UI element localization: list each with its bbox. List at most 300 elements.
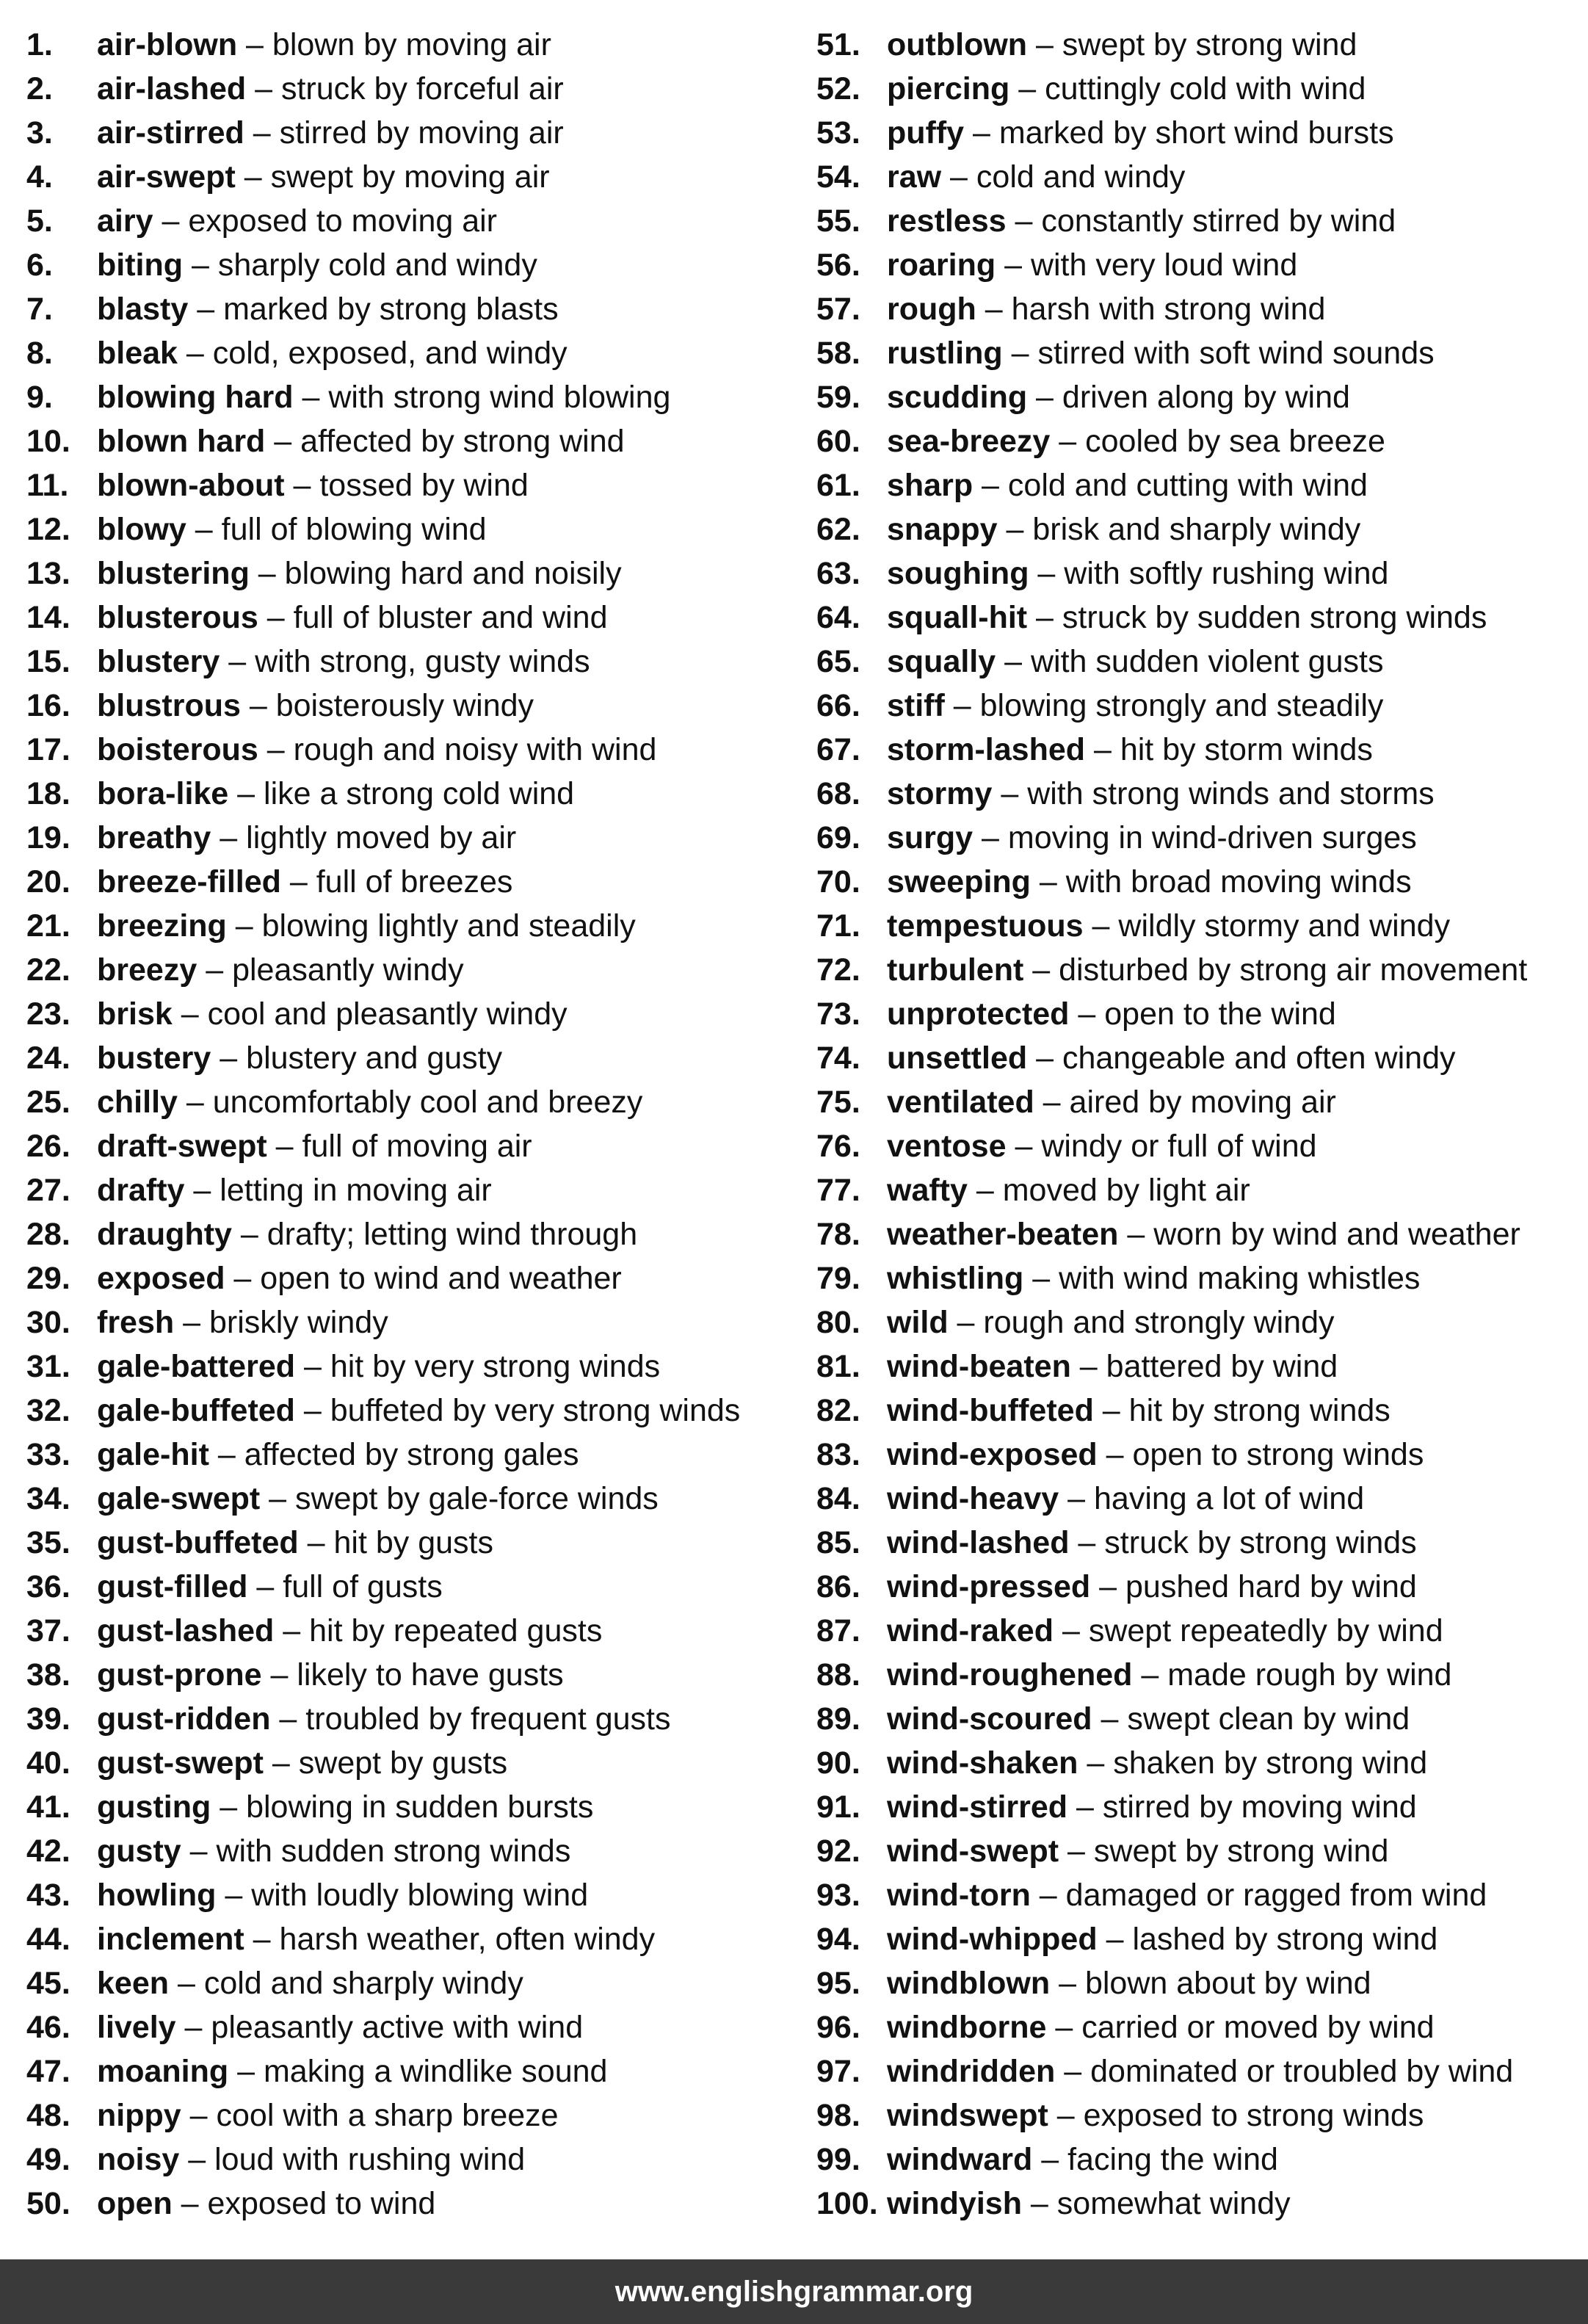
item-definition: marked by short wind bursts xyxy=(998,115,1394,151)
item-word: gale-buffeted xyxy=(97,1393,295,1428)
item-number: 51. xyxy=(816,27,860,62)
item-word: airy xyxy=(97,203,153,239)
item-separator: – xyxy=(1097,1922,1133,1957)
item-number: 36. xyxy=(26,1569,70,1604)
item-word: wind-swept xyxy=(887,1834,1059,1869)
item-definition: lightly moved by air xyxy=(246,820,517,855)
item-number: 22. xyxy=(26,952,70,988)
item-word: drafty xyxy=(97,1173,185,1208)
item-number: 46. xyxy=(26,2010,70,2045)
list-item xyxy=(816,1433,1580,1477)
item-word: rustling xyxy=(887,336,1003,371)
item-separator: – xyxy=(265,424,301,459)
item-separator: – xyxy=(181,1834,217,1869)
item-word: squall-hit xyxy=(887,600,1028,635)
item-word: moaning xyxy=(97,2054,229,2089)
list-item xyxy=(26,1697,805,1741)
item-separator: – xyxy=(293,380,329,415)
list-item xyxy=(816,2093,1580,2137)
item-definition: with strong winds and storms xyxy=(1027,776,1435,811)
item-word: wind-beaten xyxy=(887,1349,1071,1384)
item-number: 76. xyxy=(816,1129,860,1164)
list-item xyxy=(26,1212,805,1256)
item-word: stiff xyxy=(887,688,945,723)
item-word: gale-swept xyxy=(97,1481,261,1516)
item-separator: – xyxy=(1085,732,1120,767)
item-separator: – xyxy=(1050,1966,1085,2001)
item-separator: – xyxy=(1048,2098,1084,2133)
item-separator: – xyxy=(177,1085,213,1120)
item-definition: cold and windy xyxy=(976,159,1186,195)
item-definition: moved by light air xyxy=(1002,1173,1250,1208)
item-definition: boisterously windy xyxy=(275,688,534,723)
item-number: 35. xyxy=(26,1525,70,1560)
item-word: sweeping xyxy=(887,864,1031,899)
item-separator: – xyxy=(1055,2054,1091,2089)
item-word: sea-breezy xyxy=(887,424,1051,459)
item-separator: – xyxy=(247,1569,283,1604)
item-separator: – xyxy=(1030,864,1066,899)
item-word: roaring xyxy=(887,247,996,283)
item-definition: blowing lightly and steadily xyxy=(261,908,636,944)
item-word: windridden xyxy=(887,2054,1056,2089)
item-word: tempestuous xyxy=(887,908,1084,944)
item-separator: – xyxy=(228,776,264,811)
item-definition: pushed hard by wind xyxy=(1125,1569,1417,1604)
item-definition: cold and cutting with wind xyxy=(1007,468,1368,503)
list-item xyxy=(816,1873,1580,1917)
item-separator: – xyxy=(1023,952,1059,988)
list-item xyxy=(26,640,805,684)
item-definition: swept clean by wind xyxy=(1127,1701,1410,1737)
item-separator: – xyxy=(244,115,280,151)
item-word: lively xyxy=(97,2010,176,2045)
item-number: 33. xyxy=(26,1437,70,1472)
item-number: 42. xyxy=(26,1834,70,1869)
item-word: blasty xyxy=(97,292,189,327)
list-item xyxy=(816,1124,1580,1168)
item-word: wind-whipped xyxy=(887,1922,1098,1957)
item-word: scudding xyxy=(887,380,1028,415)
list-item xyxy=(816,640,1580,684)
list-item xyxy=(26,1785,805,1829)
item-word: blustrous xyxy=(97,688,241,723)
list-item xyxy=(26,860,805,904)
item-definition: like a strong cold wind xyxy=(264,776,575,811)
item-definition: having a lot of wind xyxy=(1093,1481,1365,1516)
list-item xyxy=(26,507,805,551)
list-item xyxy=(816,1300,1580,1344)
item-word: wind-raked xyxy=(887,1613,1054,1648)
item-word: blown-about xyxy=(97,468,285,503)
item-number: 77. xyxy=(816,1173,860,1208)
list-item xyxy=(816,1961,1580,2005)
item-definition: full of breezes xyxy=(316,864,513,899)
item-word: windward xyxy=(887,2142,1033,2177)
item-separator: – xyxy=(1034,1085,1070,1120)
item-definition: letting in moving air xyxy=(220,1173,492,1208)
item-word: exposed xyxy=(97,1261,225,1296)
item-number: 86. xyxy=(816,1569,860,1604)
item-separator: – xyxy=(1027,380,1062,415)
item-separator: – xyxy=(188,292,224,327)
item-separator: – xyxy=(1067,1789,1103,1825)
item-separator: – xyxy=(295,1349,330,1384)
item-separator: – xyxy=(1002,336,1038,371)
item-number: 18. xyxy=(26,776,70,811)
list-item xyxy=(816,287,1580,331)
list-item xyxy=(816,1565,1580,1609)
list-item xyxy=(26,1124,805,1168)
item-word: blown hard xyxy=(97,424,266,459)
item-definition: full of blowing wind xyxy=(221,512,487,547)
item-separator: – xyxy=(258,732,294,767)
item-definition: cooled by sea breeze xyxy=(1085,424,1385,459)
list-item xyxy=(816,2182,1580,2226)
item-number: 63. xyxy=(816,556,860,591)
item-separator: – xyxy=(1027,27,1062,62)
list-item xyxy=(816,596,1580,640)
item-separator: – xyxy=(211,1040,247,1076)
item-number: 56. xyxy=(816,247,860,283)
item-number: 78. xyxy=(816,1217,860,1252)
list-item xyxy=(26,1741,805,1785)
list-item xyxy=(26,1477,805,1521)
item-definition: facing the wind xyxy=(1067,2142,1278,2177)
item-definition: making a windlike sound xyxy=(263,2054,608,2089)
item-number: 87. xyxy=(816,1613,860,1648)
item-separator: – xyxy=(226,908,262,944)
item-number: 54. xyxy=(816,159,860,195)
list-item xyxy=(26,331,805,375)
item-definition: worn by wind and weather xyxy=(1153,1217,1520,1252)
item-separator: – xyxy=(258,600,294,635)
item-number: 28. xyxy=(26,1217,70,1252)
item-separator: – xyxy=(249,556,285,591)
item-definition: affected by strong wind xyxy=(300,424,625,459)
list-item xyxy=(816,1477,1580,1521)
item-number: 88. xyxy=(816,1657,860,1693)
item-word: wind-pressed xyxy=(887,1569,1091,1604)
item-definition: with softly rushing wind xyxy=(1064,556,1389,591)
list-item xyxy=(816,1609,1580,1653)
item-word: draft-swept xyxy=(97,1129,267,1164)
list-item xyxy=(26,992,805,1036)
item-number: 9. xyxy=(26,380,53,415)
list-item xyxy=(26,2093,805,2137)
item-number: 94. xyxy=(816,1922,860,1957)
item-number: 96. xyxy=(816,2010,860,2045)
item-word: unprotected xyxy=(887,996,1070,1032)
list-item xyxy=(26,2137,805,2182)
item-number: 71. xyxy=(816,908,860,944)
item-definition: sharply cold and windy xyxy=(217,247,537,283)
item-definition: tossed by wind xyxy=(319,468,529,503)
item-word: gust-prone xyxy=(97,1657,262,1693)
item-separator: – xyxy=(976,292,1012,327)
item-separator: – xyxy=(184,1173,220,1208)
item-definition: exposed to strong winds xyxy=(1083,2098,1424,2133)
item-word: breeze-filled xyxy=(97,864,281,899)
item-word: gust-lashed xyxy=(97,1613,275,1648)
item-definition: loud with rushing wind xyxy=(214,2142,526,2177)
item-number: 49. xyxy=(26,2142,70,2177)
item-definition: constantly stirred by wind xyxy=(1041,203,1396,239)
item-word: gusting xyxy=(97,1789,211,1825)
list-item xyxy=(816,1829,1580,1873)
item-number: 65. xyxy=(816,644,860,679)
item-definition: full of gusts xyxy=(283,1569,443,1604)
item-definition: with broad moving winds xyxy=(1065,864,1412,899)
item-word: wind-stirred xyxy=(887,1789,1068,1825)
item-word: wafty xyxy=(887,1173,968,1208)
list-item xyxy=(26,1433,805,1477)
list-item xyxy=(816,1785,1580,1829)
item-number: 34. xyxy=(26,1481,70,1516)
item-number: 2. xyxy=(26,71,53,106)
item-word: wind-roughened xyxy=(887,1657,1133,1693)
list-item xyxy=(26,772,805,816)
item-word: wind-lashed xyxy=(887,1525,1070,1560)
item-separator: – xyxy=(973,820,1008,855)
list-item xyxy=(816,1741,1580,1785)
list-item xyxy=(26,111,805,155)
item-number: 44. xyxy=(26,1922,70,1957)
item-separator: – xyxy=(175,2010,211,2045)
item-definition: troubled by frequent gusts xyxy=(305,1701,671,1737)
item-word: windblown xyxy=(887,1966,1051,2001)
item-word: squally xyxy=(887,644,996,679)
item-separator: – xyxy=(183,247,218,283)
item-word: wind-buffeted xyxy=(887,1393,1094,1428)
list-item xyxy=(26,1961,805,2005)
list-item xyxy=(26,1256,805,1300)
list-item xyxy=(26,1829,805,1873)
item-definition: with loudly blowing wind xyxy=(251,1878,589,1913)
item-definition: harsh weather, often windy xyxy=(279,1922,656,1957)
item-number: 15. xyxy=(26,644,70,679)
item-word: ventilated xyxy=(887,1085,1034,1120)
list-item xyxy=(816,199,1580,243)
item-separator: – xyxy=(1046,2010,1082,2045)
item-word: outblown xyxy=(887,27,1028,62)
item-definition: hit by repeated gusts xyxy=(309,1613,603,1648)
item-number: 5. xyxy=(26,203,53,239)
item-separator: – xyxy=(174,1305,209,1340)
item-definition: damaged or ragged from wind xyxy=(1065,1878,1487,1913)
list-item xyxy=(26,1609,805,1653)
item-word: windyish xyxy=(887,2186,1022,2221)
item-separator: – xyxy=(172,2186,208,2221)
item-separator: – xyxy=(284,468,320,503)
item-definition: harsh with strong wind xyxy=(1011,292,1326,327)
item-definition: buffeted by very strong winds xyxy=(330,1393,741,1428)
item-word: gust-ridden xyxy=(97,1701,271,1737)
item-number: 99. xyxy=(816,2142,860,2177)
item-word: blustery xyxy=(97,644,220,679)
item-number: 10. xyxy=(26,424,70,459)
item-number: 53. xyxy=(816,115,860,151)
item-separator: – xyxy=(263,1745,299,1781)
item-definition: stirred with soft wind sounds xyxy=(1037,336,1435,371)
item-word: biting xyxy=(97,247,184,283)
item-word: open xyxy=(97,2186,173,2221)
item-separator: – xyxy=(280,864,316,899)
item-separator: – xyxy=(992,776,1028,811)
item-definition: dominated or troubled by wind xyxy=(1090,2054,1514,2089)
item-number: 97. xyxy=(816,2054,860,2089)
item-definition: shaken by strong wind xyxy=(1113,1745,1428,1781)
item-number: 61. xyxy=(816,468,860,503)
list-item xyxy=(26,728,805,772)
item-number: 69. xyxy=(816,820,860,855)
list-item xyxy=(816,772,1580,816)
list-item xyxy=(816,463,1580,507)
item-definition: hit by strong winds xyxy=(1128,1393,1391,1428)
item-number: 29. xyxy=(26,1261,70,1296)
item-separator: – xyxy=(228,2054,264,2089)
item-definition: swept repeatedly by wind xyxy=(1088,1613,1443,1648)
item-separator: – xyxy=(1093,1393,1129,1428)
list-item xyxy=(26,375,805,419)
item-number: 12. xyxy=(26,512,70,547)
list-item xyxy=(26,904,805,948)
item-definition: blustery and gusty xyxy=(246,1040,503,1076)
item-separator: – xyxy=(246,71,281,106)
item-number: 50. xyxy=(26,2186,70,2221)
item-separator: – xyxy=(237,27,272,62)
item-separator: – xyxy=(153,203,189,239)
list-item xyxy=(816,1521,1580,1565)
item-number: 62. xyxy=(816,512,860,547)
list-item xyxy=(816,2049,1580,2093)
item-number: 59. xyxy=(816,380,860,415)
item-number: 4. xyxy=(26,159,53,195)
item-separator: – xyxy=(1092,1701,1128,1737)
list-item xyxy=(26,2005,805,2049)
item-word: stormy xyxy=(887,776,993,811)
item-number: 73. xyxy=(816,996,860,1032)
item-separator: – xyxy=(260,1481,296,1516)
left-column xyxy=(26,23,805,2226)
item-definition: blowing in sudden bursts xyxy=(246,1789,594,1825)
item-word: ventose xyxy=(887,1129,1007,1164)
list-item xyxy=(816,331,1580,375)
item-definition: changeable and often windy xyxy=(1062,1040,1456,1076)
item-word: windswept xyxy=(887,2098,1048,2133)
item-number: 52. xyxy=(816,71,860,106)
list-item xyxy=(26,2049,805,2093)
item-word: whistling xyxy=(887,1261,1024,1296)
item-definition: cold and sharply windy xyxy=(203,1966,523,2001)
item-number: 11. xyxy=(26,468,69,503)
item-number: 92. xyxy=(816,1834,860,1869)
item-word: turbulent xyxy=(887,952,1024,988)
item-separator: – xyxy=(186,512,222,547)
item-definition: hit by storm winds xyxy=(1120,732,1373,767)
item-word: unsettled xyxy=(887,1040,1028,1076)
item-separator: – xyxy=(964,115,999,151)
item-separator: – xyxy=(1032,2142,1068,2177)
list-item xyxy=(26,67,805,111)
item-number: 25. xyxy=(26,1085,70,1120)
item-definition: uncomfortably cool and breezy xyxy=(212,1085,643,1120)
item-definition: blown by moving air xyxy=(272,27,551,62)
item-definition: stirred by moving air xyxy=(279,115,564,151)
list-item xyxy=(26,948,805,992)
item-word: weather-beaten xyxy=(887,1217,1119,1252)
item-separator: – xyxy=(172,996,208,1032)
item-definition: lashed by strong wind xyxy=(1132,1922,1438,1957)
item-number: 13. xyxy=(26,556,70,591)
item-number: 32. xyxy=(26,1393,70,1428)
item-definition: rough and strongly windy xyxy=(983,1305,1335,1340)
item-word: bora-like xyxy=(97,776,229,811)
item-definition: hit by gusts xyxy=(333,1525,493,1560)
item-definition: swept by strong wind xyxy=(1062,27,1357,62)
item-definition: wildly stormy and windy xyxy=(1118,908,1451,944)
item-word: bleak xyxy=(97,336,178,371)
list-item xyxy=(26,155,805,199)
item-definition: drafty; letting wind through xyxy=(267,1217,638,1252)
item-number: 23. xyxy=(26,996,70,1032)
item-word: windborne xyxy=(887,2010,1047,2045)
item-number: 93. xyxy=(816,1878,860,1913)
item-separator: – xyxy=(235,159,271,195)
item-separator: – xyxy=(1021,2186,1057,2221)
item-number: 70. xyxy=(816,864,860,899)
item-separator: – xyxy=(1078,1745,1114,1781)
list-item xyxy=(816,1036,1580,1080)
item-number: 39. xyxy=(26,1701,70,1737)
item-number: 57. xyxy=(816,292,860,327)
item-number: 19. xyxy=(26,820,70,855)
item-separator: – xyxy=(1059,1834,1094,1869)
list-item xyxy=(26,1565,805,1609)
footer-website-link[interactable]: www.englishgrammar.org xyxy=(614,2276,974,2308)
item-word: storm-lashed xyxy=(887,732,1086,767)
item-number: 3. xyxy=(26,115,53,151)
item-separator: – xyxy=(197,952,233,988)
item-separator: – xyxy=(177,336,213,371)
item-separator: – xyxy=(220,644,255,679)
list-item xyxy=(26,596,805,640)
list-item xyxy=(26,1521,805,1565)
item-number: 8. xyxy=(26,336,53,371)
item-separator: – xyxy=(231,1217,267,1252)
list-item xyxy=(816,155,1580,199)
item-separator: – xyxy=(1027,1040,1062,1076)
item-number: 17. xyxy=(26,732,70,767)
item-separator: – xyxy=(1009,71,1045,106)
item-word: sharp xyxy=(887,468,974,503)
item-word: raw xyxy=(887,159,942,195)
item-definition: with sudden strong winds xyxy=(216,1834,571,1869)
item-definition: with very loud wind xyxy=(1030,247,1298,283)
list-item xyxy=(26,287,805,331)
list-item xyxy=(26,684,805,728)
item-separator: – xyxy=(967,1173,1003,1208)
list-item xyxy=(26,463,805,507)
item-number: 68. xyxy=(816,776,860,811)
list-item xyxy=(816,1080,1580,1124)
item-definition: marked by strong blasts xyxy=(223,292,559,327)
item-number: 79. xyxy=(816,1261,860,1296)
item-definition: hit by very strong winds xyxy=(330,1349,661,1384)
item-definition: affected by strong gales xyxy=(244,1437,579,1472)
item-definition: driven along by wind xyxy=(1062,380,1350,415)
item-definition: with strong, gusty winds xyxy=(255,644,590,679)
